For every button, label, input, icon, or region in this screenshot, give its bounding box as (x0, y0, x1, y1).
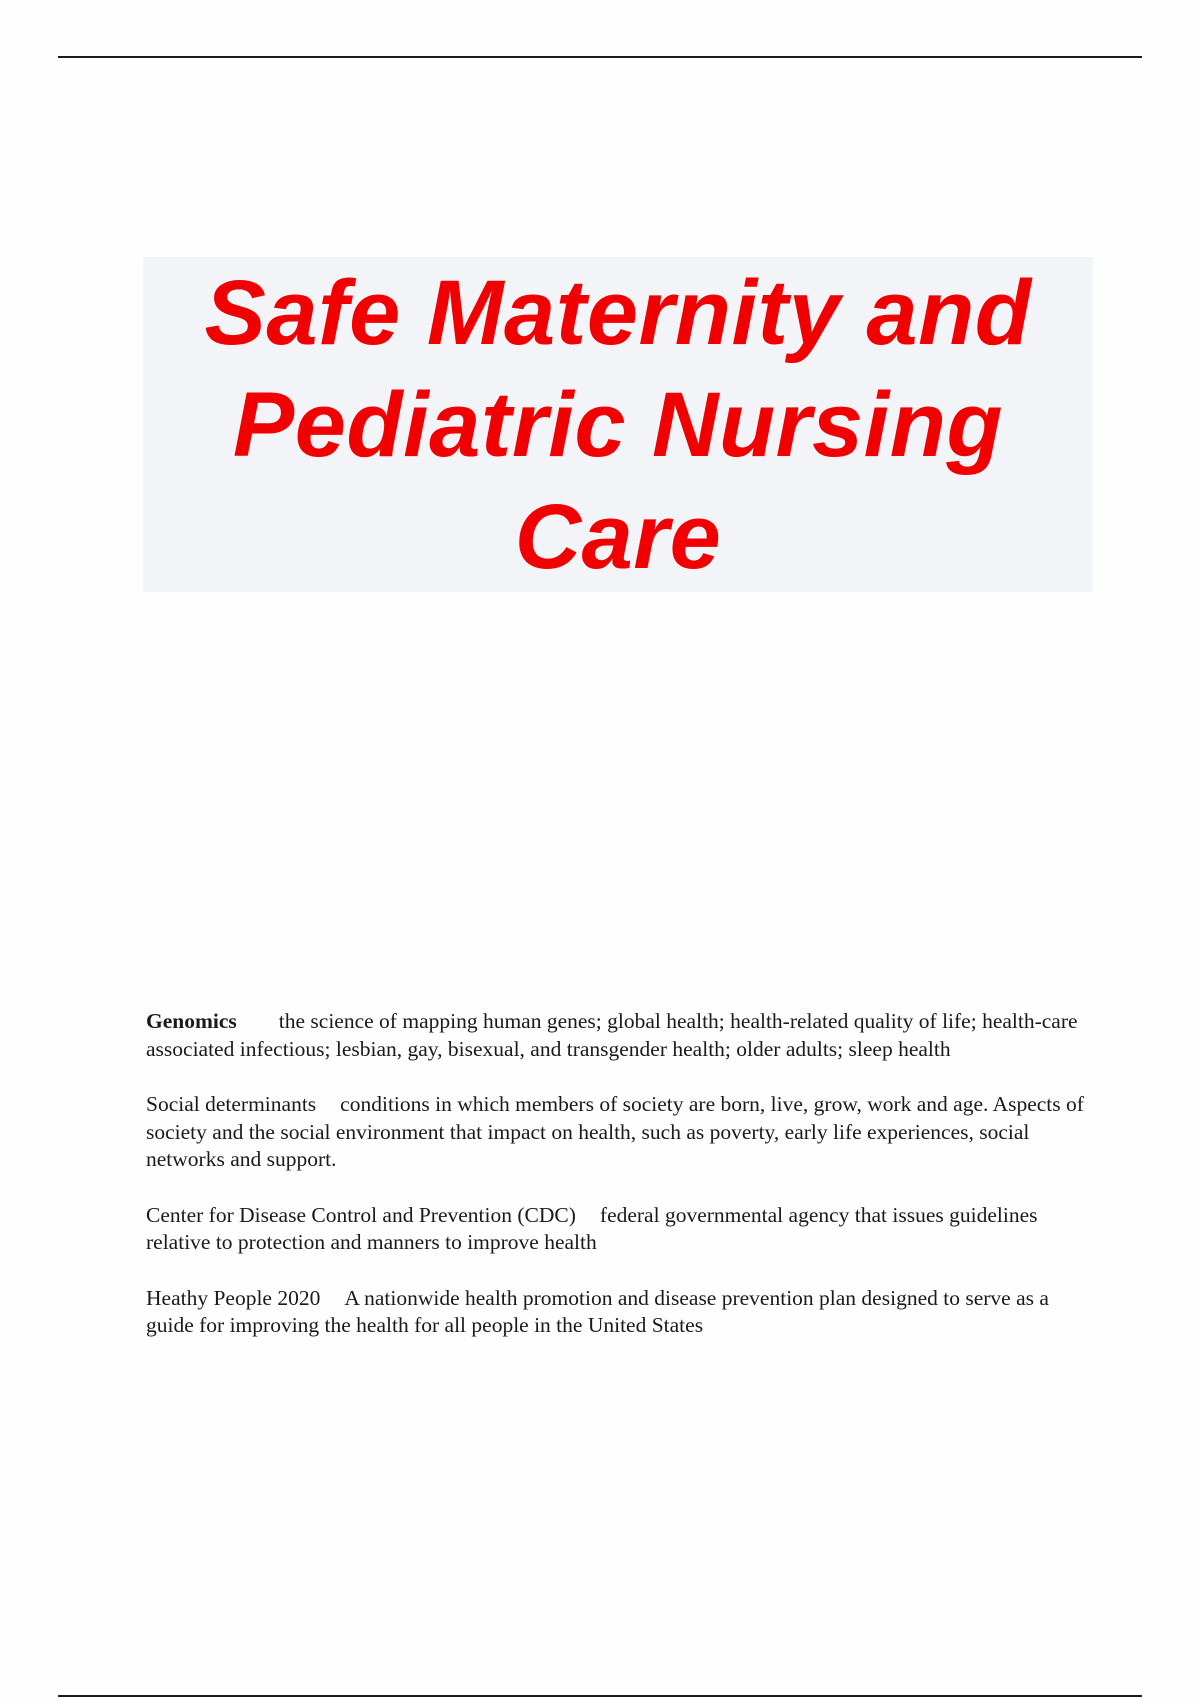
glossary-definition: the science of mapping human genes; global health; health-related quality of life; health-care associated infectious; lesbian, gay, bisexual, and transgender health; older adults; sleep health (146, 1009, 1078, 1061)
glossary-term: Heathy People 2020 (146, 1285, 321, 1310)
title-banner (143, 257, 1093, 592)
title-line-2: Pediatric Nursing (232, 373, 1004, 476)
document-title (205, 257, 1032, 593)
glossary-term: Genomics (146, 1009, 237, 1033)
glossary-definition: conditions in which members of society are born, live, grow, work and age. Aspects of society and the social environment that impact on health, such as poverty, early life experiences, social networks and support. (146, 1092, 1084, 1171)
bottom-rule (58, 1695, 1142, 1697)
glossary-entry (146, 1285, 1086, 1340)
glossary-term: Center for Disease Control and Prevention (CDC) (146, 1202, 576, 1227)
top-rule (58, 56, 1142, 58)
glossary-definition: A nationwide health promotion and disease prevention plan designed to serve as a guide for improving the health for all people in the United States (146, 1285, 1049, 1337)
glossary-entry (146, 1202, 1086, 1257)
title-line-1: Safe Maternity and (204, 261, 1032, 364)
title-line-3: Care (514, 485, 722, 588)
glossary-term: Social determinants (146, 1092, 317, 1116)
glossary (146, 1008, 1086, 1368)
glossary-definition: federal governmental agency that issues guidelines relative to protection and manners to improve health (146, 1202, 1038, 1254)
glossary-entry (146, 1091, 1086, 1174)
glossary-entry (146, 1008, 1086, 1063)
